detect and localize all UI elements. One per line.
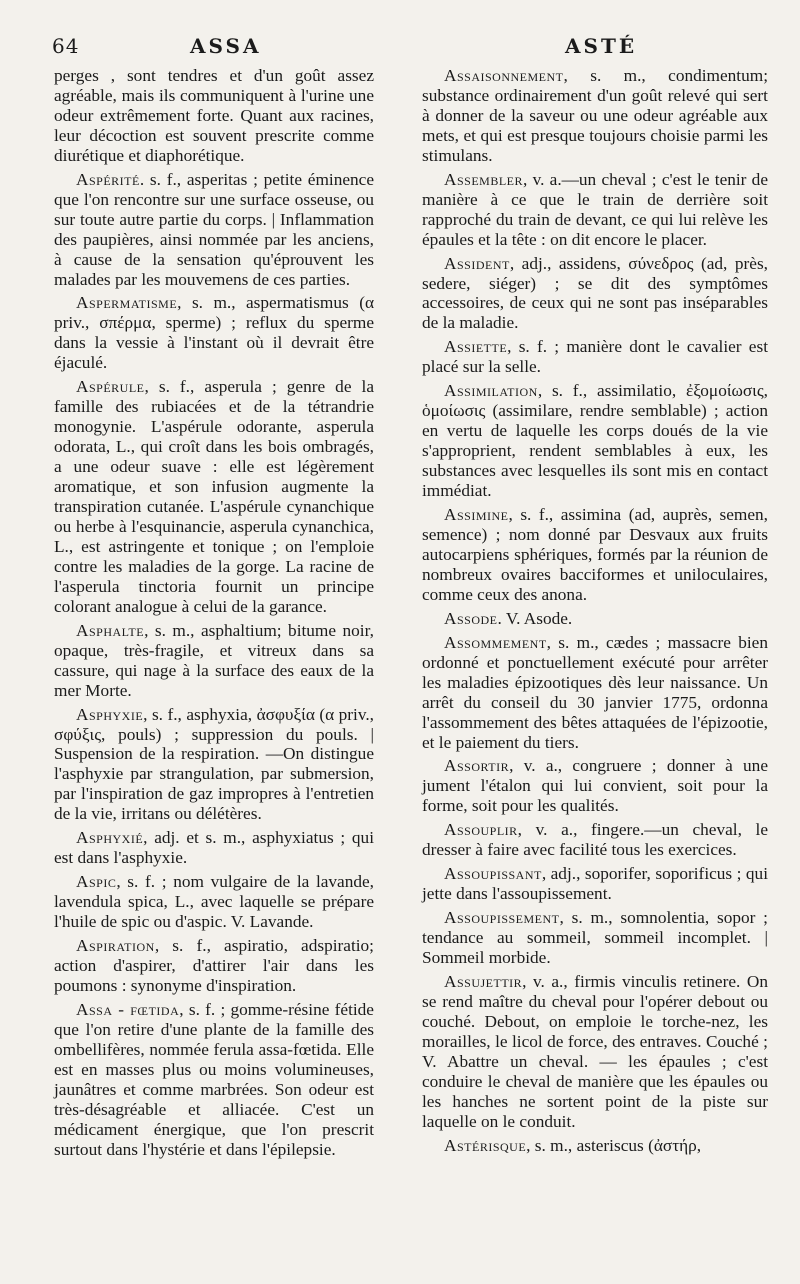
entry-assimilation bbox=[422, 381, 768, 501]
entry-assaisonnement bbox=[422, 66, 768, 166]
headword: Assode bbox=[444, 608, 498, 628]
headword: Assoupissement bbox=[444, 908, 560, 928]
definition-text: , s. m., condimentum; substance ordinairement d'un goût relevé qui sert à donner de la saveur ou une odeur agréable aux mets, et qui est presque toujours choisie parmi les stimulans. bbox=[422, 66, 768, 165]
definition-text: , s. m., asphaltium; bitume noir, opaque, très-fragile, et vitreux dans sa cassure, qui nage à la surface des eaux de la mer Morte. bbox=[54, 620, 374, 700]
headword: Assimilation bbox=[444, 381, 538, 401]
page-number: 64 bbox=[52, 34, 80, 58]
entry-assujettir bbox=[422, 972, 768, 1132]
definition-text: , adj., assidens, σύνεδρος (ad, près, sedere, siéger) ; se dit des symptômes accessoires, de ceux qui ne sont pas inséparables de la maladie. bbox=[422, 253, 768, 333]
entry-aspermatisme bbox=[54, 293, 374, 373]
entry-assimine bbox=[422, 505, 768, 605]
headword: Assaisonnement bbox=[444, 66, 564, 85]
definition-text: , adj., soporifer, soporificus ; qui jette dans l'assoupissement. bbox=[422, 864, 768, 904]
entry-assoupissant bbox=[422, 864, 768, 904]
right-column bbox=[422, 66, 768, 1160]
definition-text: , s. f., asperula ; genre de la famille des rubiacées et de la tétrandrie monogynie. L'aspérule odorante, asperula odorata, L., qui croît dans les bois ombragés, a une odeur suave : elle est légèrement aromatique, et son infusion augmente la transpiration cutanée. L'aspérule cynanchique ou herbe à l'esquinancie, asperula cynanchica, L., est astringente et tonique ; on l'emploie contre les maladies de la gorge. La racine de l'asperula tinctoria fournit un principe colorant analogue à celui de la garance. bbox=[54, 377, 374, 616]
running-head-right: ASTÉ bbox=[565, 34, 638, 58]
headword: Aspérité bbox=[76, 169, 140, 189]
definition-text: , v. a., firmis vinculis retinere. On se rend maître du cheval pour l'opérer debout ou couché. Debout, on emploie le torche-nez, les morailles, le licol de force, des entraves. Couché ; V. Abattre un cheval. — les épaules ; c'est conduire le cheval de manière que les épaules ou les hanches ne sortent point de la piste sur laquelle on le conduit. bbox=[422, 971, 768, 1131]
definition-text: , s. f., aspiratio, adspiratio; action d'aspirer, d'attirer l'air dans les poumons : synonyme d'inspiration. bbox=[54, 936, 374, 995]
definition-text: , s. m., aspermatismus (α priv., σπέρμα, sperme) ; reflux du sperme dans la vessie à l'instant où il devrait être éjaculé. bbox=[54, 293, 374, 373]
definition-text: , s. f., assimina (ad, auprès, semen, semence) ; nom donné par Desvaux aux fruits autocarpiens sphériques, formés par la réunion de nombreux ovaires bacciformes et uniloculaires, comme ceux des anona. bbox=[422, 505, 768, 604]
headword: Assoupissant bbox=[444, 864, 542, 884]
definition-text: , s. f., assimilatio, ἐξομοίωσις, ὁμοίωσις (assimilare, rendre semblable) ; action en vertu de laquelle les corps doués de la vie s'approprient, rendent semblables à eux, les substances avec lesquelles ils sont mis en contact immédiat. bbox=[422, 381, 768, 501]
definition-text: , s. f. ; nom vulgaire de la lavande, lavendula spica, L., avec laquelle se prépare l'huile de spic ou d'aspic. V. Lavande. bbox=[54, 872, 374, 932]
entry-assiette bbox=[422, 337, 768, 377]
entry-assommement bbox=[422, 633, 768, 753]
entry-asphalte bbox=[54, 621, 374, 701]
definition-text: , s. f. ; manière dont le cavalier est placé sur la selle. bbox=[422, 337, 768, 377]
definition-text: . V. Asode. bbox=[497, 608, 573, 628]
headword: Aspermatisme bbox=[76, 293, 178, 313]
definition-text: , s. f., asphyxia, ἀσφυξία (α priv., σφύξις, pouls) ; suppression du pouls. | Suspension de la respiration. —On distingue l'asphyxie par strangulation, par submersion, par l'inspiration de gaz impropres à l'entretien de la vie, irritans ou délétères. bbox=[54, 704, 374, 824]
headword: Assembler bbox=[444, 169, 523, 189]
definition-text: , v. a., congruere ; donner à une jument l'étalon qui lui convient, soit pour la forme, soit pour les qualités. bbox=[422, 756, 768, 816]
headword: Asphalte bbox=[76, 620, 145, 640]
headword: Asphyxie bbox=[76, 704, 144, 724]
headword: Assouplir bbox=[444, 820, 518, 840]
entry-assouplir bbox=[422, 820, 768, 860]
definition-text: . s. f., asperitas ; petite éminence que l'on rencontre sur une surface osseuse, ou sur toute autre partie du corps. | Inflammation des paupières, ainsi nommée par les anciens, à cause de la sensation qu'éprouvent les malades par les mouvemens de ces parties. bbox=[54, 169, 374, 289]
headword: Aspérule bbox=[76, 377, 145, 397]
headword: Asphyxié bbox=[76, 828, 144, 848]
headword: Assimine bbox=[444, 505, 509, 525]
entry-perges bbox=[54, 66, 374, 166]
entry-assortir bbox=[422, 756, 768, 816]
headword: Assa - fœtida bbox=[76, 999, 180, 1019]
left-column bbox=[54, 66, 374, 1164]
definition-text: , adj. et s. m., asphyxiatus ; qui est dans l'asphyxie. bbox=[54, 828, 374, 868]
definition-text: , s. m., asteriscus (ἀστήρ, bbox=[526, 1135, 702, 1155]
entry-assoupissement bbox=[422, 908, 768, 968]
entry-assembler bbox=[422, 170, 768, 250]
entry-aspic bbox=[54, 872, 374, 932]
headword: Assiette bbox=[444, 337, 508, 357]
definition-text: , v. a., fingere.—un cheval, le dresser à faire avec facilité tous les exercices. bbox=[422, 820, 768, 860]
entry-asphyxie2 bbox=[54, 828, 374, 868]
headword: Assujettir bbox=[444, 971, 523, 991]
headword: Assident bbox=[444, 253, 510, 273]
entry-assafoetida bbox=[54, 1000, 374, 1160]
definition-text: perges , sont tendres et d'un goût assez agréable, mais ils communiquent à l'urine une odeur extrêmement forte. Quant aux racines, leur décoction est souvent prescrite comme diurétique et diaphorétique. bbox=[54, 66, 374, 165]
entry-asterisque bbox=[422, 1136, 768, 1156]
headword: Astérisque bbox=[444, 1135, 527, 1155]
entry-asperite bbox=[54, 170, 374, 290]
entry-assident bbox=[422, 254, 768, 334]
headword: Assortir bbox=[444, 756, 510, 776]
headword: Assommement bbox=[444, 632, 547, 652]
definition-text: , s. m., somnolentia, sopor ; tendance au sommeil, sommeil incomplet. | Sommeil morbide. bbox=[422, 908, 768, 968]
definition-text: , v. a.—un cheval ; c'est le tenir de manière à ce que le train de derrière soit rapproché du train de devant, ce qui lui relève les épaules et la tête : on dit encore le placer. bbox=[422, 169, 768, 249]
definition-text: , s. f. ; gomme-résine fétide que l'on retire d'une plante de la famille des ombellifères, nommée ferula assa-fœtida. Elle est en masses plus ou moins volumineuses, jaunâtres et comme marbrées. Son odeur est très-désagréable et alliacée. C'est un médicament énergique, que l'on prescrit surtout dans l'hystérie et dans l'épilepsie. bbox=[54, 999, 374, 1159]
entry-asphyxie bbox=[54, 705, 374, 825]
entry-aspiration bbox=[54, 936, 374, 996]
entry-asperule bbox=[54, 377, 374, 616]
entry-assode bbox=[422, 609, 768, 629]
headword: Aspic bbox=[76, 872, 117, 892]
definition-text: , s. m., cædes ; massacre bien ordonné et ponctuellement exécuté pour arrêter les maladies épizootiques dès leur naissance. Un arrêt du conseil du 30 janvier 1775, ordonna l'assommement des bêtes attaquées de l'épizootie, et le paiement du tiers. bbox=[422, 632, 768, 752]
running-head-left: ASSA bbox=[190, 34, 262, 58]
headword: Aspiration bbox=[76, 936, 155, 956]
